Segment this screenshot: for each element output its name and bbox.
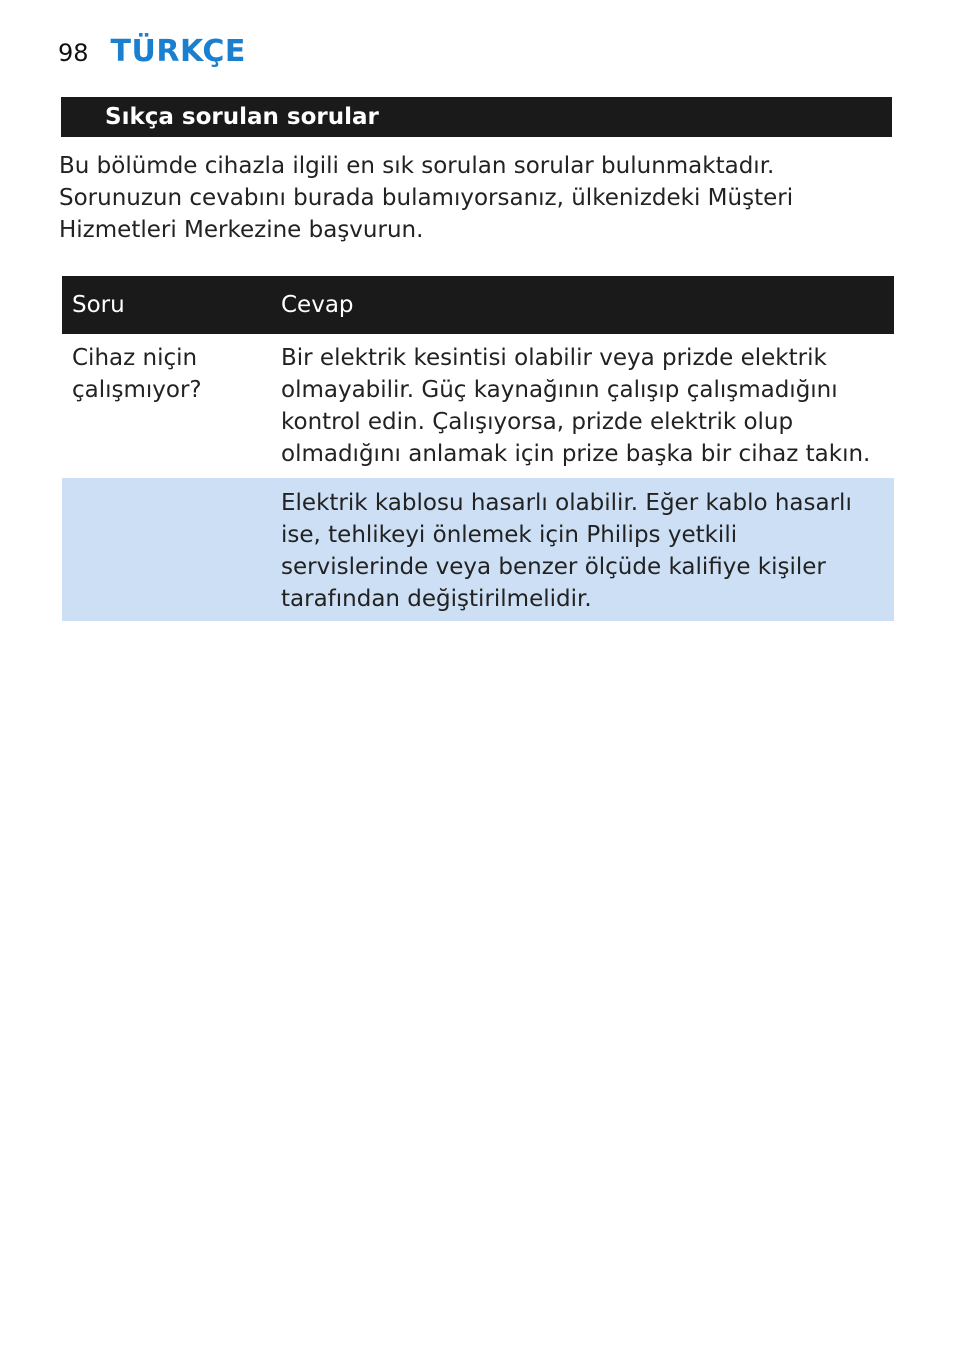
faq-table <box>62 276 894 621</box>
section-heading-bar <box>61 97 892 137</box>
table-row <box>62 334 894 478</box>
language-title: TÜRKÇE <box>110 34 246 69</box>
header-question: Soru <box>62 276 271 334</box>
table-row <box>62 478 894 621</box>
answer-cell: Elektrik kablosu hasarlı olabilir. Eğer kablo hasarlı ise, tehlikeyi önlemek için Philips yetkili servislerinde veya benzer ölçüde kalifiye kişiler tarafından değiştirilmelidir. <box>271 478 894 621</box>
header-answer: Cevap <box>271 276 894 334</box>
table-header-row <box>62 276 894 334</box>
page-header <box>58 34 246 69</box>
intro-paragraph: Bu bölümde cihazla ilgili en sık sorulan sorular bulunmaktadır. Sorunuzun cevabını burada bulamıyorsanız, ülkenizdeki Müşteri Hizmetleri Merkezine başvurun. <box>59 153 794 243</box>
section-title: Sıkça sorulan sorular <box>105 104 379 130</box>
question-cell: Cihaz niçin çalışmıyor? <box>72 345 202 403</box>
answer-cell: Bir elektrik kesintisi olabilir veya prizde elektrik olmayabilir. Güç kaynağının çalışıp çalışmadığını kontrol edin. Çalışıyorsa, prizde elektrik olup olmadığını anlamak için prize başka bir cihaz takın. <box>281 345 871 467</box>
question-cell <box>62 478 271 621</box>
page-number: 98 <box>58 39 89 67</box>
